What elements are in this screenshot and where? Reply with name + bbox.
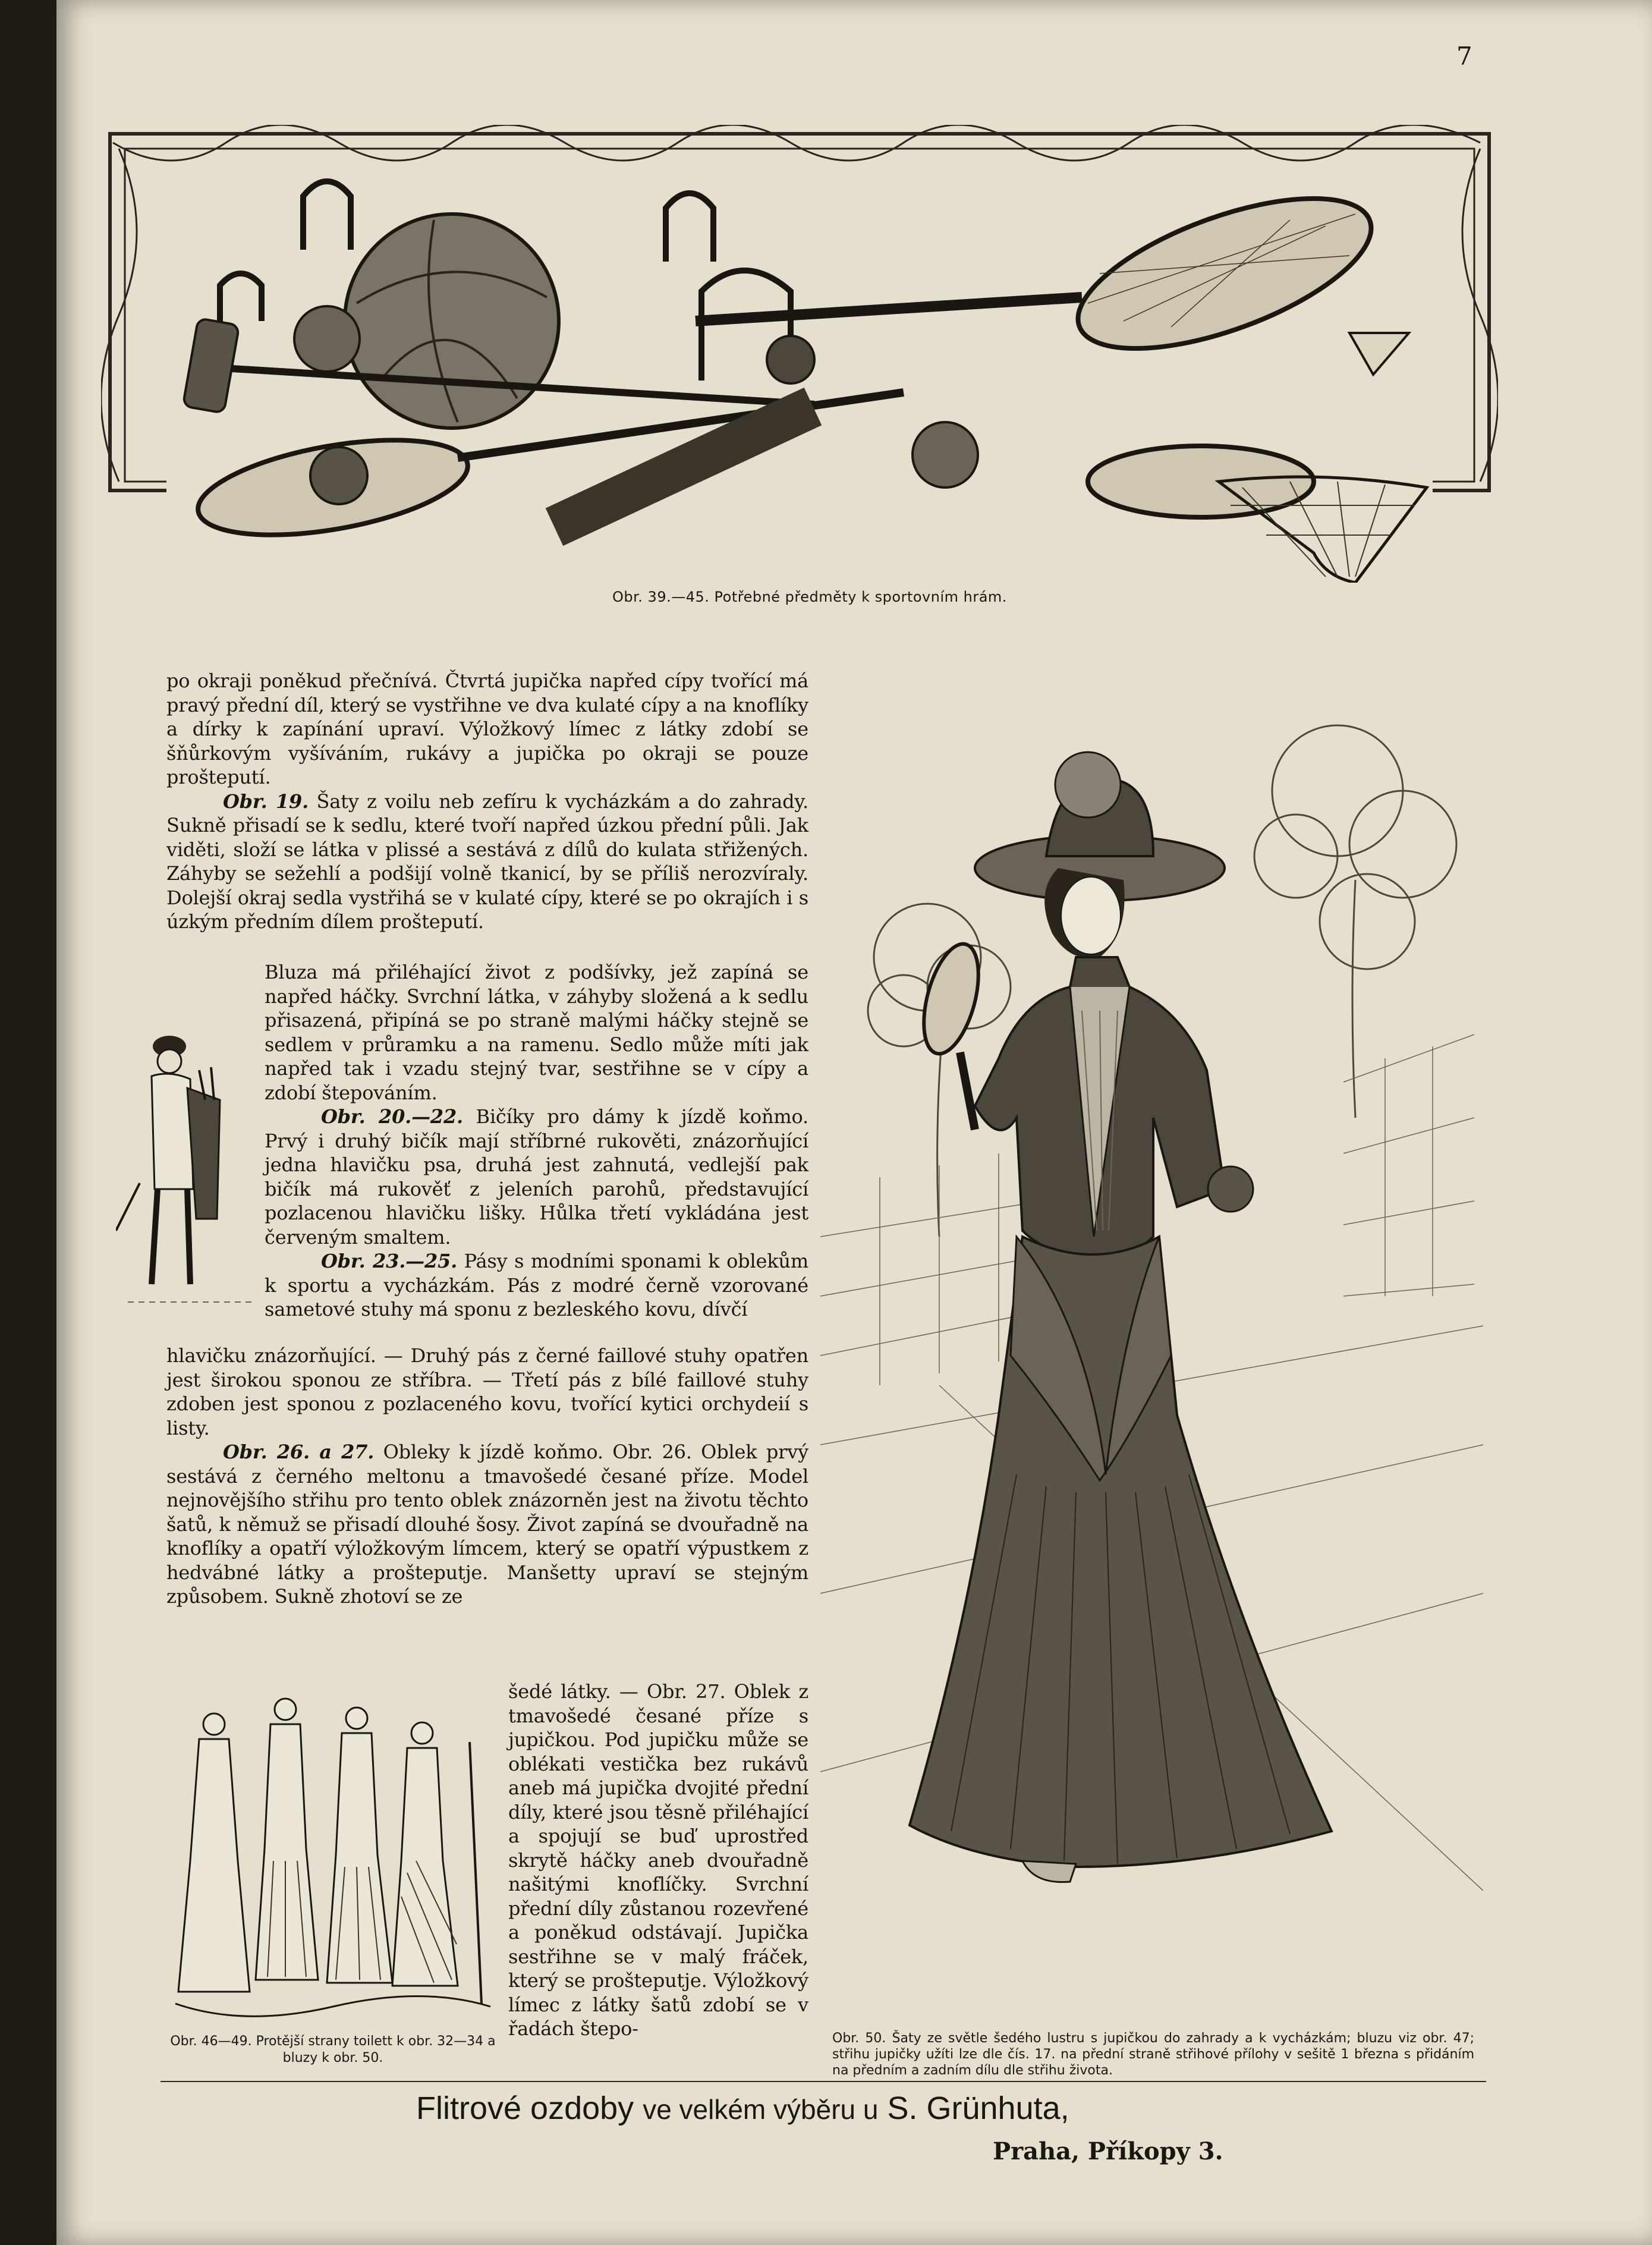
paragraph-5b: šedé látky. — Obr. 27. Oblek z tmavošedé česané příze s jupičkou. Pod jupičku může se oblékati vestička bez rukávů aneb má jupička dvojité přední díly, které jsou těsně přiléhající a spojují se buď uprostřed skrytě háčky aneb dvouřadně našitými knoflíčky. Svrchní přední díly zůstanou rozevřené a poněkud odstávají. Jupička sestřihne se v malý fráček, který se prošteputje. Výložkový límec z látky šatů zdobí se v řadách štepo- [508,1680,808,2040]
figure-caption-top: Obr. 39.—45. Potřebné předměty k sportovním hrám. [612,589,1007,605]
paragraph-2 [166,790,808,934]
paragraph-1: po okraji poněkud přečnívá. Čtvrtá jupička napřed cípy tvořící má pravý přední díl, který se vystřihne ve dva kulaté cípy a na knoflíky a dírky k zapínání upraví. Výložkový límec z látky zdobí se šňůrkovým vyšíváním, rukávy a jupička po okraji se pouze prošteputí. [166,669,808,788]
paragraph-4a [265,1249,808,1322]
paragraph-4a-text: Pásy s modními sponami k oblekům k sportu a vycházkám. Pás z modré černě vzorované sametové stuhy má sponu z bezleského kovu, dívčí [265,1250,808,1320]
golfer-illustration [116,1023,262,1320]
paragraph-5 [166,1440,808,1609]
paragraph-2-text: Šaty z voilu neb zefíru k vycházkám a do zahrady. Sukně přisadí se k sedlu, které tvoří napřed úzkou přední půli. Jak viděti, složí se látka v plissé a sestává z dílů do kulata střižených. Záhyby se sežehlí a podšijí volně tkanicí, by se příliš nerozvíraly. Dolejší okraj sedla vystřihá se v kulaté cípy, které se po okrajích i s úzkým předním dílem prošteputí. [166,790,809,933]
ad-text: ve velkém výběru u [643,2094,879,2125]
ad-company: S. Grünhuta, [887,2090,1069,2126]
article-text-lower [166,1344,808,1609]
figure-caption-bottom-right: Obr. 50. Šaty ze světle šedého lustru s jupičkou do zahrady a k vycházkám; bluzu viz obr. 47; střihu jupičky užíti lze dle čís. 17. na přední straně střihové přílohy v sešitě 1 března s přidáním na předním a zadním dílu dle střihu života. [832,2031,1474,2078]
article-text-top [166,669,808,934]
figure-ref: Obr. 23.—25. [321,1250,458,1272]
advertisement-headline [416,2090,1379,2127]
paragraph-3-text: Bičíky pro dámy k jízdě koňmo. Prvý i druhý bičík mají stříbrné rukověti, znázorňující jedna hlavičku psa, druhá jest zahnutá, vedlejší pak bičík má rukověť z jeleních parohů, představující pozlacenou hlavičku lišky. Hůlka třetí vykládána jest červeným smaltem. [265,1105,808,1249]
article-text-narrow [508,1680,808,2041]
figure-ref: Obr. 20.—22. [321,1105,463,1128]
ad-product: Flitrové ozdoby [416,2090,634,2126]
figure-caption-bottom-left: Obr. 46—49. Protější strany toilett k obr. 32—34 a bluzy k obr. 50. [170,2034,496,2065]
paragraph-2b: Bluza má přiléhající život z podšívky, jež zapíná se napřed háčky. Svrchní látka, v záhyby složená a k sedlu přisazená, připíná se po straně malými háčky stejně se sedlem v průramku a na ramenu. Sedlo může míti jak napřed tak i vzadu stejný tvar, sestřihne se v cípy a zdobí štepováním. [265,961,808,1104]
article-text-middle [265,960,808,1322]
figure-ref: Obr. 26. a 27. [223,1441,375,1463]
figure-ref: Obr. 19. [223,790,309,813]
paragraph-4b: hlavičku znázorňující. — Druhý pás z černé faillové stuhy opatřen jest širokou sponou ze stříbra. — Třetí pás z bílé faillové stuhy zdoben jest sponou z pozlaceného kovu, tvořící kytici orchydeií s listy. [166,1344,808,1439]
page-number: 7 [1456,42,1472,71]
divider-line [161,2081,1486,2082]
tennis-lady-illustration [820,702,1483,1980]
advertisement-address: Praha, Příkopy 3. [993,2137,1223,2165]
dress-back-views-illustration [172,1683,493,2027]
paragraph-5-text: Obleky k jízdě koňmo. Obr. 26. Oblek prvý sestává z černého meltonu a tmavošedé česané příze. Model nejnovějšího střihu pro tento oblek znázorněn jest na životu těchto šatů, k němuž se přisadí dlouhé šosy. Život zapíná se dvouřadně na knoflíky a opatří výložkovým límcem, který se opatří výpustkem z hedvábné látky a prošteputje. Manšetty upraví se stejným způsobem. Sukně zhotoví se ze [166,1441,808,1608]
sports-equipment-illustration [101,125,1498,583]
paragraph-3 [265,1105,808,1249]
